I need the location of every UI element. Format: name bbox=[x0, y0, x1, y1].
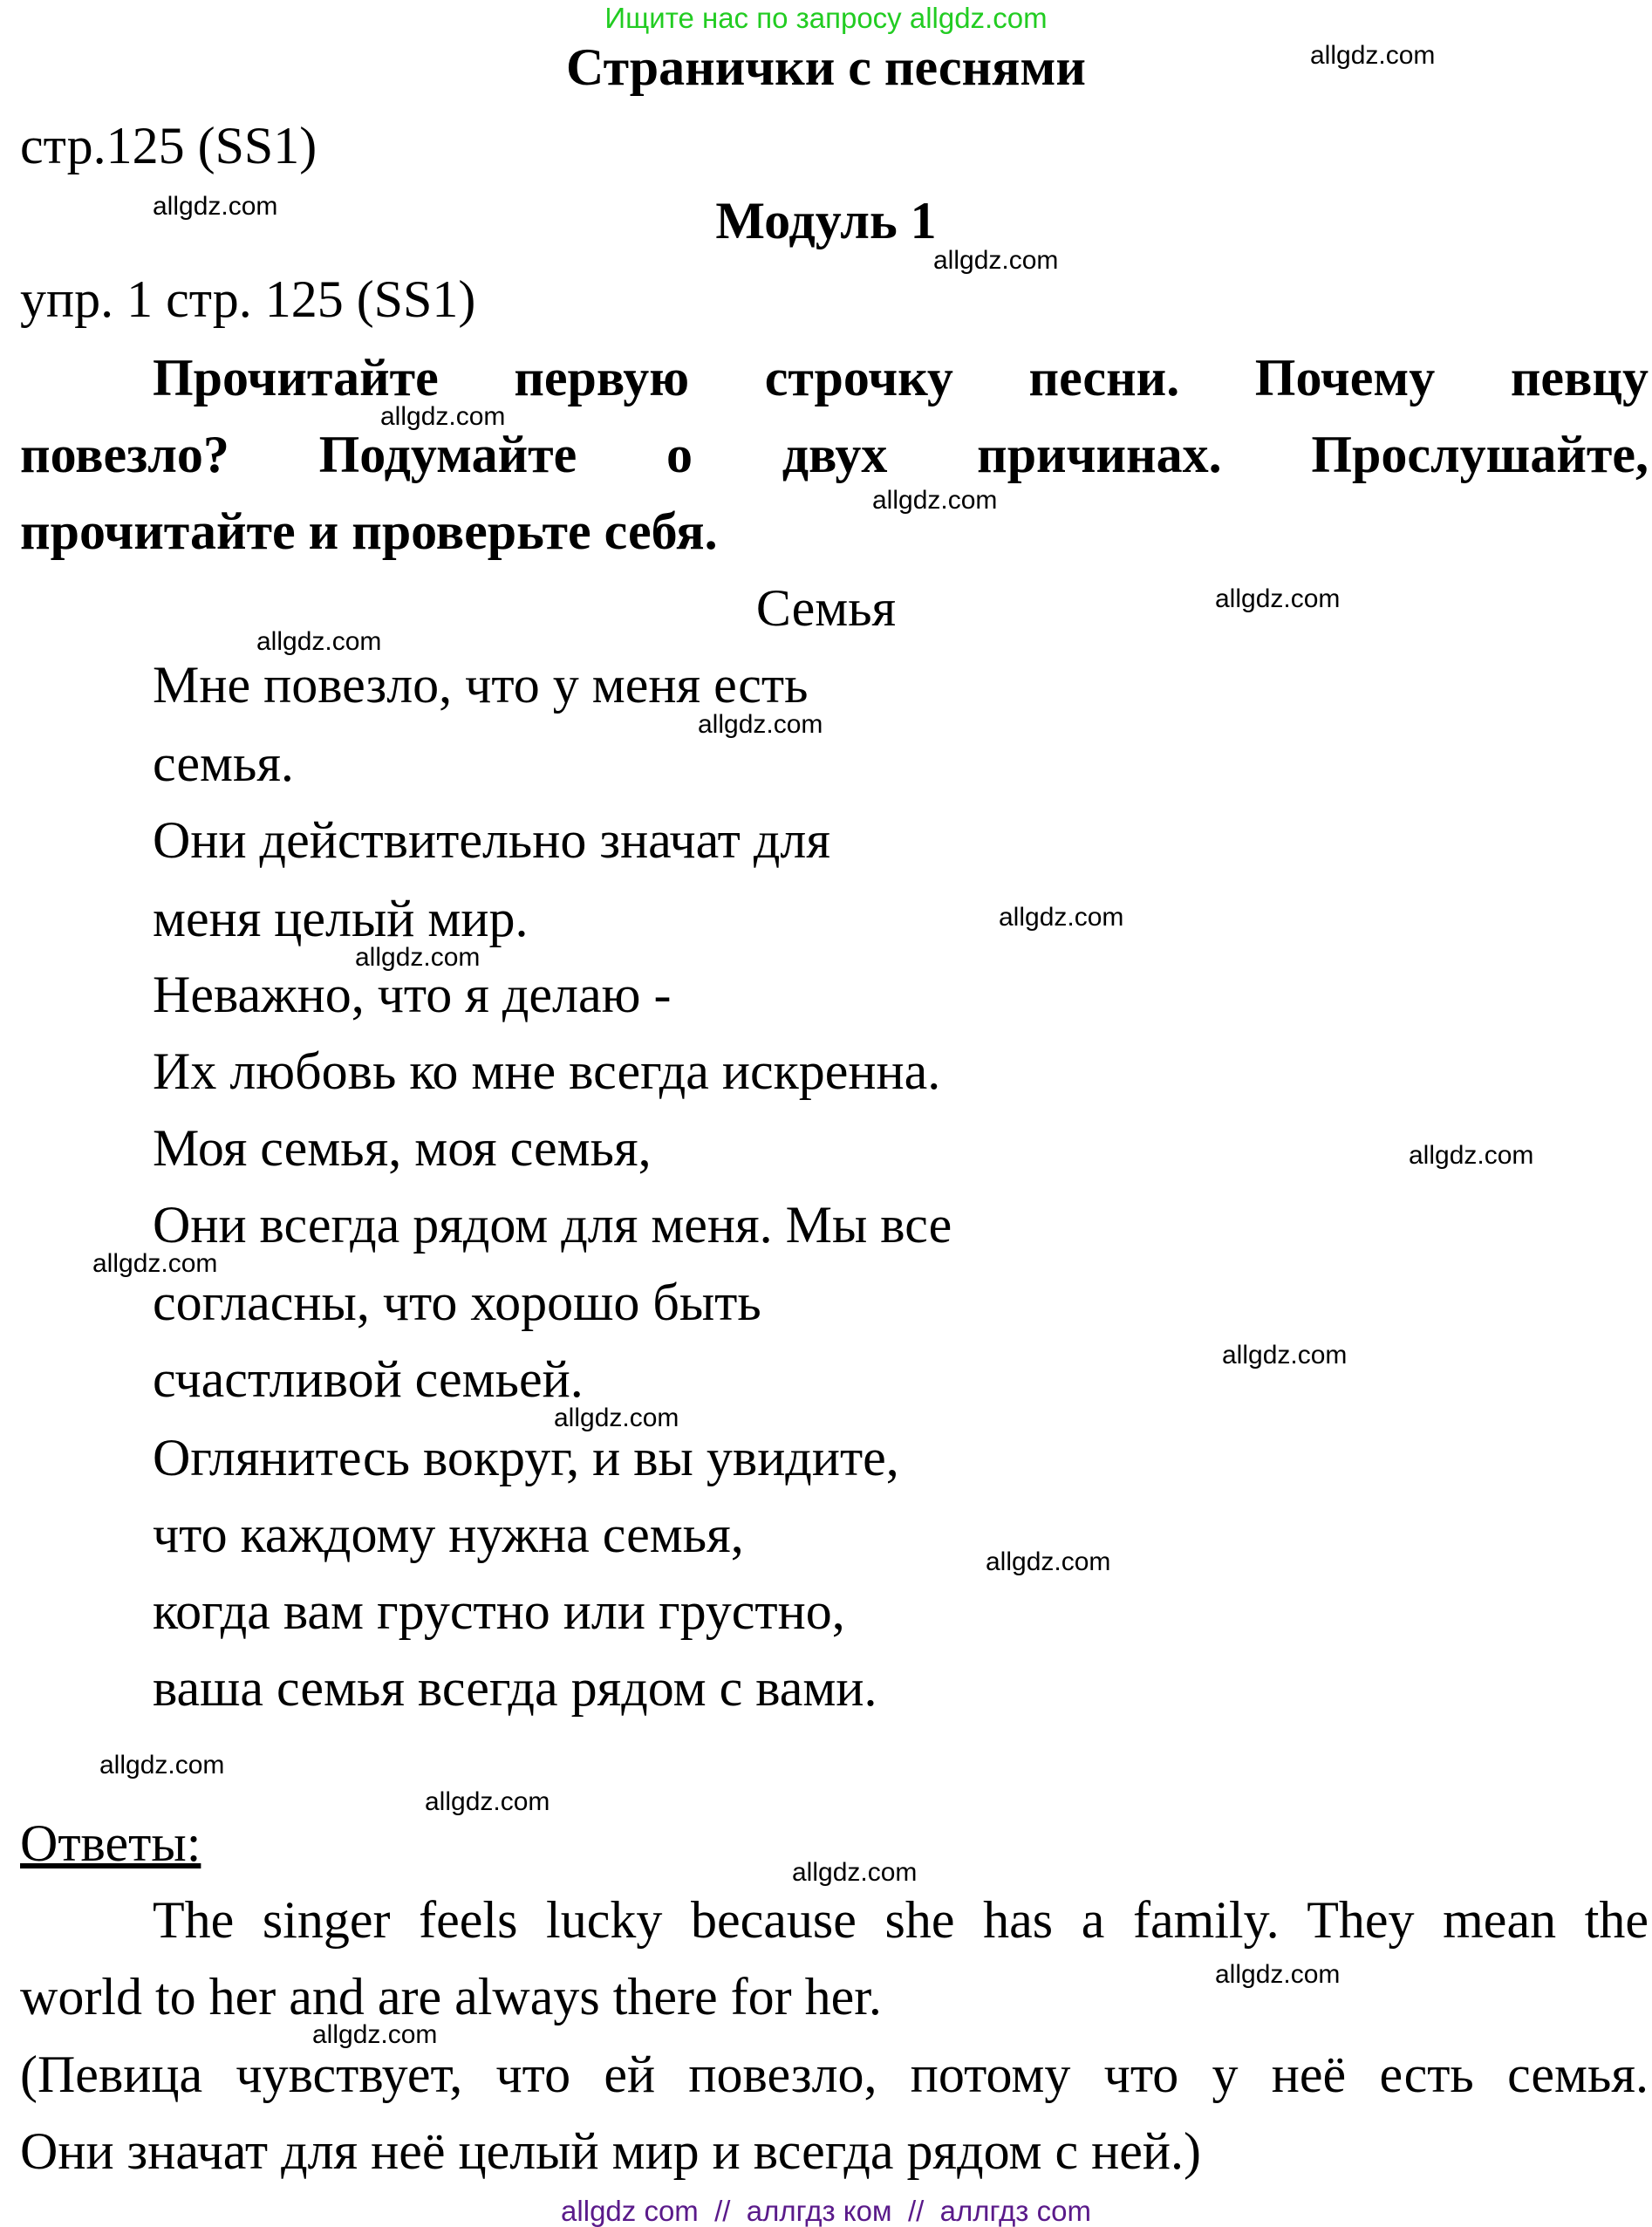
module-heading: Модуль 1 bbox=[715, 192, 937, 249]
answer-line: Они значат для неё целый мир и всегда рядом с ней.) bbox=[20, 2122, 1201, 2180]
watermark: allgdz.com bbox=[1409, 1141, 1534, 1170]
watermark: allgdz.com bbox=[698, 710, 823, 739]
footer-links: allgdz com // аллгдз ком // аллгдз com bbox=[561, 2195, 1091, 2227]
watermark: allgdz.com bbox=[425, 1787, 550, 1816]
task-line: Прочитайте первую строчку песни. Почему певцу bbox=[153, 349, 1649, 406]
song-line: Их любовь ко мне всегда искренна. bbox=[153, 1042, 941, 1100]
watermark: allgdz.com bbox=[999, 903, 1124, 932]
watermark: allgdz.com bbox=[1310, 41, 1436, 70]
watermark: allgdz.com bbox=[99, 1751, 225, 1780]
answer-line: world to her and are always there for her. bbox=[20, 1968, 882, 2025]
song-line: меня целый мир. bbox=[153, 890, 529, 947]
song-line: Моя семья, моя семья, bbox=[153, 1119, 652, 1177]
watermark: allgdz.com bbox=[1215, 584, 1341, 613]
page-title: Странички с песнями bbox=[566, 38, 1086, 96]
song-line: семья. bbox=[153, 734, 294, 792]
task-line: прочитайте и проверьте себя. bbox=[20, 502, 718, 560]
song-line: что каждому нужна семья, bbox=[153, 1506, 744, 1563]
watermark: allgdz.com bbox=[1222, 1341, 1348, 1370]
song-line: Неважно, что я делаю - bbox=[153, 966, 672, 1023]
watermark: allgdz.com bbox=[792, 1858, 918, 1887]
answer-line: The singer feels lucky because she has a family. They mean the bbox=[153, 1891, 1649, 1949]
song-title: Семья bbox=[755, 579, 897, 637]
song-line: счастливой семьей. bbox=[153, 1350, 584, 1408]
watermark: allgdz.com bbox=[380, 402, 506, 431]
watermark: allgdz.com bbox=[933, 246, 1059, 275]
watermark: allgdz.com bbox=[986, 1547, 1111, 1576]
watermark: allgdz.com bbox=[256, 627, 382, 656]
song-line: когда вам грустно или грустно, bbox=[153, 1582, 845, 1640]
song-line: Они действительно значат для bbox=[153, 811, 830, 869]
watermark: allgdz.com bbox=[872, 486, 998, 515]
watermark: allgdz.com bbox=[355, 943, 481, 972]
top-banner: Ищите нас по запросу allgdz.com bbox=[604, 2, 1048, 34]
song-line: Оглянитесь вокруг, и вы увидите, bbox=[153, 1429, 899, 1486]
watermark: allgdz.com bbox=[153, 192, 278, 221]
exercise-reference: упр. 1 стр. 125 (SS1) bbox=[20, 270, 476, 328]
song-line: Они всегда рядом для меня. Мы все bbox=[153, 1196, 952, 1254]
watermark: allgdz.com bbox=[1215, 1960, 1341, 1989]
task-line: повезло? Подумайте о двух причинах. Прослушайте, bbox=[20, 426, 1649, 483]
song-line: ваша семья всегда рядом с вами. bbox=[153, 1659, 877, 1717]
watermark: allgdz.com bbox=[312, 2020, 438, 2049]
song-line: согласны, что хорошо быть bbox=[153, 1274, 761, 1331]
song-line: Мне повезло, что у меня есть bbox=[153, 656, 809, 714]
answer-line: (Певица чувствует, что ей повезло, потому что у неё есть семья. bbox=[20, 2046, 1649, 2103]
page-reference: стр.125 (SS1) bbox=[20, 117, 317, 174]
answers-heading: Ответы: bbox=[20, 1814, 201, 1872]
watermark: allgdz.com bbox=[92, 1249, 218, 1278]
watermark: allgdz.com bbox=[554, 1404, 679, 1432]
